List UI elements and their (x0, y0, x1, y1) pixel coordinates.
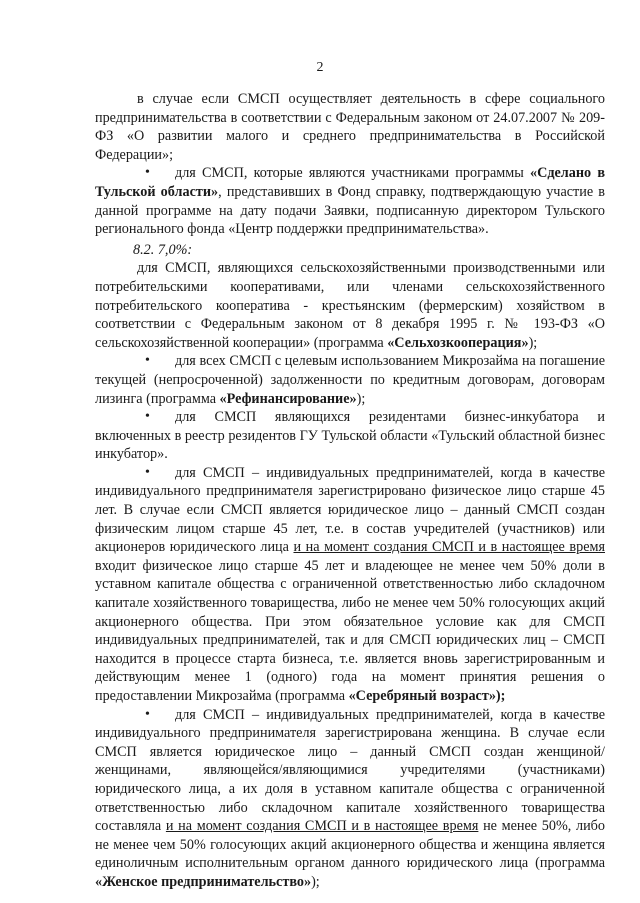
bullet-icon: • (145, 464, 150, 480)
program-name-refinancing: «Рефинансирование» (219, 390, 357, 407)
bullet-item-women-entrepreneurship: • для СМСП – индивидуальных предпринимателей, когда в качестве индивидуального предпринимателя зарегистрирована женщина. В случае если СМСП является юридическое лицо – данный СМСП создан женщиной/женщинами, являющейся/являющимися учредителями (участниками) юридического лица, а их доля в уставном капитале общества с ограниченной ответственностью либо складочном капитале хозяйственного товарищества составляла и на момент создания СМСП и в настоящее время не менее 50%, либо не менее чем 50% голосующих акций акционерного общества и женщина является единоличным исполнительным органом данного юридического лица (программа «Женское предпринимательство»); (95, 706, 605, 890)
underlined-phrase: и на момент создания СМСП и в настоящее время (165, 818, 479, 835)
bullet-item-business-incubator: • для СМСП являющихся резидентами бизнес-инкубатора и включенных в реестр резидентов ГУ Тульской области «Тульский областной бизнес инкубатор». (95, 409, 605, 463)
bullet-item-refinancing: • для всех СМСП с целевым использованием Микрозайма на погашение текущей (непросроченной) задолженности по кредитным договорам, договорам лизинга (программа «Рефинансирование»); (95, 353, 605, 407)
program-name-silver-age: «Серебряный возраст»); (348, 688, 506, 704)
bullet-item-made-in-tula: • для СМСП, которые являются участниками программы «Сделано в Тульской области», представивших в Фонд справку, подтверждающую участие в данной программе на дату подачи Заявки, подписанную директором Тульского регионального фонда «Центр поддержки предпринимательства». (95, 165, 605, 238)
paragraph-social-entrepreneurship: в случае если СМСП осуществляет деятельность в сфере социального предпринимательства в соответствии с Федеральным законом от 24.07.2007 № 209-ФЗ «О развитии малого и среднего предпринимательства в Российской Федерации»; (95, 91, 605, 163)
program-name-agri-cooperation: «Сельхозкооперация» (387, 334, 529, 351)
bullet-icon: • (145, 165, 150, 181)
bullet-icon: • (145, 353, 150, 369)
program-name-made-in-tula: «Сделано в Тульской области» (95, 165, 605, 200)
page-number: 2 (316, 60, 324, 75)
program-name-women-entrepreneurship: «Женское предпринимательство» (95, 873, 312, 890)
paragraph-agri-cooperation: для СМСП, являющихся сельскохозяйственными производственными или потребительскими кооперативами, или членами сельскохозяйственного потребительского кооператива - крестьянским (фермерским) хозяйством в соответствии с Федеральным законом от 8 декабря 1995 г. № 193-ФЗ «О сельскохозяйственной кооперации» (программа «Сельхозкооперация»); (95, 260, 605, 351)
underlined-phrase: и на момент создания СМСП и в настоящее время (293, 539, 605, 556)
bullet-icon: • (145, 409, 150, 425)
document-body (95, 90, 605, 892)
bullet-icon: • (145, 706, 150, 722)
subsection-8-2: 8.2. 7,0%: (133, 241, 193, 258)
bullet-item-silver-age: • для СМСП – индивидуальных предпринимателей, когда в качестве индивидуального предпринимателя зарегистрировано физическое лицо старше 45 лет. В случае если СМСП является юридическое лицо – данный СМСП создан физическим лицом старше 45 лет, т.е. в состав учредителей (участников) или акционеров юридического лица и на момент создания СМСП и в настоящее время входит физическое лицо старше 45 лет и владеющее не менее чем 50% доли в уставном капитале общества с ограниченной ответственностью либо складочном капитале хозяйственного товарищества, либо не менее чем 50% голосующих акций акционерного общества. При этом обязательное условие как для СМСП индивидуальных предпринимателей, так и для СМСП юридических лиц – СМСП находится в процессе старта бизнеса, т.е. является вновь зарегистрированным и действующим менее 1 (одного) года на момент принятия решения о предоставлении Микрозайма (программа «Серебряный возраст»); (95, 464, 605, 704)
